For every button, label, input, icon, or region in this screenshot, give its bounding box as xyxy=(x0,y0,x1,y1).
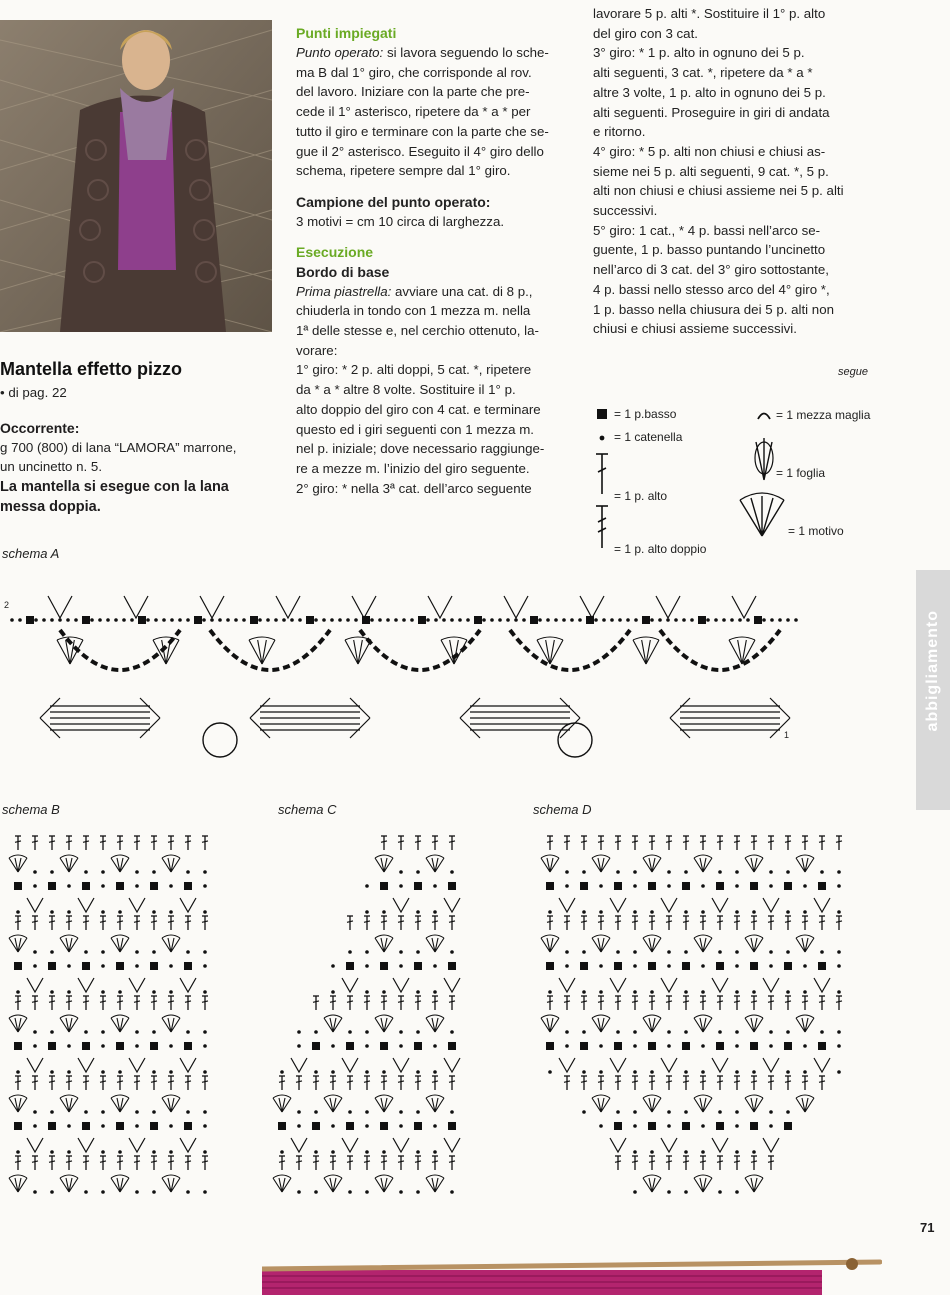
text-line: tutto il giro e terminare con la parte che se- xyxy=(296,123,549,139)
text-line: successivi. xyxy=(593,203,658,219)
alto-symbol xyxy=(594,452,610,496)
legend-catenella: = 1 catenella xyxy=(614,430,683,444)
schema-a-symbols xyxy=(10,596,798,757)
text-line: ma B dal 1° giro, che corrisponde al rov. xyxy=(296,64,532,80)
section-tab-label: abbigliamento xyxy=(924,610,941,732)
schema-a-row-number: 1 xyxy=(784,730,790,740)
legend-alto-doppio: = 1 p. alto doppio xyxy=(614,542,707,556)
continued-label: segue xyxy=(838,366,868,378)
text-line: avviare una cat. di 8 p., xyxy=(391,283,533,299)
legend-foglia: = 1 foglia xyxy=(776,466,826,480)
materials-heading: Occorrente: xyxy=(0,419,80,436)
text-line: da * a * altre 8 volte. Sostituire il 1° p. xyxy=(296,382,516,398)
foglia-symbol xyxy=(750,434,778,482)
schema-a-label: schema A xyxy=(2,546,60,561)
schema-a-diagram xyxy=(0,580,810,770)
text-line: re a mezze m. l’inizio del giro seguente. xyxy=(296,460,530,476)
text-line: del giro con 3 cat. xyxy=(593,25,698,41)
basso-symbol xyxy=(596,408,610,422)
schema-b-symbols xyxy=(9,836,208,1194)
text-line: chiuderla in tondo con 1 mezza m. nella xyxy=(296,303,531,319)
text-line: questo ed i giri seguenti con 1 mezza m. xyxy=(296,421,534,437)
legend-motivo: = 1 motivo xyxy=(788,524,844,538)
schema-c-symbols xyxy=(273,836,460,1194)
schema-b-diagram xyxy=(0,826,250,1226)
note-line-1: La mantella si esegue con la lana xyxy=(0,479,229,496)
text-line: 2° giro: * nella 3ª cat. dell’arco seguente xyxy=(296,480,532,496)
text-line: guente, 1 p. basso puntando l’uncinetto xyxy=(593,242,826,258)
materials-line-1: g 700 (800) di lana “LAMORA” marrone, xyxy=(0,439,237,455)
text-line: 1ª delle stesse e, nel cerchio ottenuto, la- xyxy=(296,323,539,339)
pattern-title: Mantella effetto pizzo xyxy=(0,359,183,379)
knitted-fabric-decoration xyxy=(262,1258,882,1295)
materials-line-2: un uncinetto n. 5. xyxy=(0,459,103,475)
text-line: sieme nei 5 p. alti seguenti, 9 cat. *, 5 p. xyxy=(593,163,829,179)
schema-c-label: schema C xyxy=(278,802,337,817)
text-line: lavorare 5 p. alti *. Sostituire il 1° p. alto xyxy=(593,6,826,21)
heading-bordo-di-base: Bordo di base xyxy=(296,263,390,280)
text-line: schema, ripetere sempre dal 1° giro. xyxy=(296,163,511,179)
text-line: 3° giro: * 1 p. alto in ognuno dei 5 p. xyxy=(593,45,805,61)
text-line: 4° giro: * 5 p. alti non chiusi e chiusi as- xyxy=(593,143,826,159)
symbol-legend xyxy=(592,404,892,564)
text-line: cede il 1° asterisco, ripetere da * a * per xyxy=(296,104,531,120)
text-line: chiusi e chiusi assieme successivi. xyxy=(593,321,797,337)
schema-a-row-number: 2 xyxy=(4,600,10,610)
instructions-column-2 xyxy=(296,24,578,498)
page-reference: • di pag. 22 xyxy=(0,385,67,400)
text-line: alti seguenti, 3 cat. *, ripetere da * a * xyxy=(593,65,813,81)
text-line: 4 p. bassi nello stesso arco del 4° giro *, xyxy=(593,281,830,297)
catenella-symbol xyxy=(598,434,608,444)
lead-punto-operato: Punto operato: xyxy=(296,45,384,60)
text-line: gue il 2° asterisco. Eseguito il 4° giro dello xyxy=(296,143,544,159)
alto-doppio-symbol xyxy=(594,504,610,550)
lead-prima-piastrella: Prima piastrella: xyxy=(296,283,392,299)
text-line: alto doppio del giro con 4 cat. e terminare xyxy=(296,401,541,417)
text-line: 5° giro: 1 cat., * 4 p. bassi nell’arco se- xyxy=(593,222,821,238)
legend-mezza-maglia: = 1 mezza maglia xyxy=(776,408,871,422)
text-line: nel p. iniziale; dove necessario raggiunge- xyxy=(296,441,545,457)
heading-esecuzione: Esecuzione xyxy=(296,243,374,260)
legend-alto: = 1 p. alto xyxy=(614,489,668,503)
schema-c-diagram xyxy=(270,826,500,1226)
text-line: nell’arco di 3 cat. del 3° giro sottostante, xyxy=(593,262,829,278)
text-line: del lavoro. Iniziare con la parte che pre- xyxy=(296,84,530,100)
text-line: 1 p. basso nella chiusura dei 5 p. alti non xyxy=(593,301,834,317)
heading-punti-impiegati: Punti impiegati xyxy=(296,25,397,41)
schema-d-diagram xyxy=(540,826,885,1226)
text-line: alti non chiusi e chiusi assieme nei 5 p. alti xyxy=(593,183,844,199)
motivo-symbol xyxy=(734,492,790,538)
text-line: vorare: xyxy=(296,342,338,358)
mezza-maglia-symbol xyxy=(756,410,772,420)
text-line: e ritorno. xyxy=(593,124,646,140)
legend-basso: = 1 p.basso xyxy=(614,407,677,421)
heading-campione: Campione del punto operato: xyxy=(296,193,491,210)
text-line: alti seguenti. Proseguire in giri di andata xyxy=(593,104,830,120)
paragraph-prima-piastrella xyxy=(296,282,578,499)
page-number: 71 xyxy=(920,1220,935,1235)
text-line: altre 3 volte, 1 p. alto in ognuno dei 5 p. xyxy=(593,84,826,100)
knitting-needle xyxy=(262,1262,880,1269)
schema-d-symbols xyxy=(541,836,842,1194)
text-line: 1° giro: * 2 p. alti doppi, 5 cat. *, ripetere xyxy=(296,362,532,378)
instructions-column-3 xyxy=(593,4,875,339)
text-campione: 3 motivi = cm 10 circa di larghezza. xyxy=(296,213,505,229)
note-line-2: messa doppia. xyxy=(0,499,101,516)
schema-b-label: schema B xyxy=(2,802,60,817)
text-line: si lavora seguendo lo sche- xyxy=(383,45,549,60)
paragraph-punto-operato xyxy=(296,43,578,181)
schema-d-label: schema D xyxy=(533,802,592,817)
model-photo xyxy=(0,20,272,332)
section-side-tab xyxy=(916,570,950,810)
